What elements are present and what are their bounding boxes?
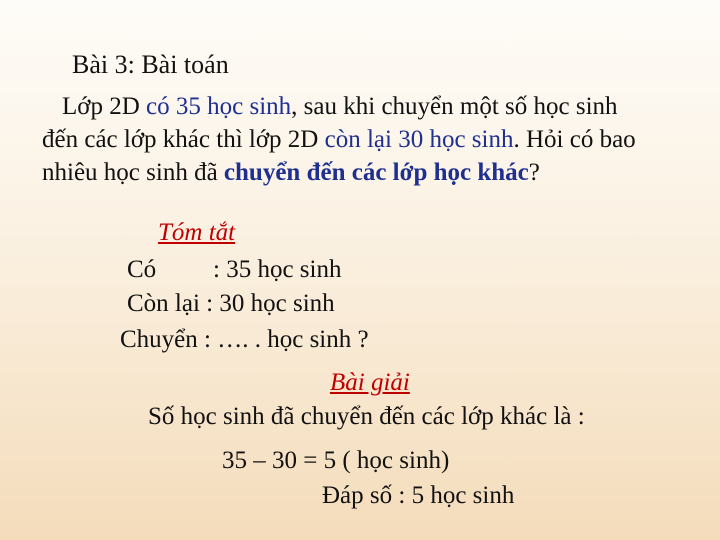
solution-line: Số học sinh đã chuyển đến các lớp khác là : xyxy=(148,403,585,430)
summary-heading: Tóm tắt xyxy=(158,219,236,246)
summary-label: Chuyển xyxy=(120,326,198,353)
problem-text: đến các lớp khác thì lớp 2D xyxy=(42,126,325,153)
problem-highlight-have: có 35 học sinh xyxy=(146,93,292,120)
problem-text: nhiêu học sinh đã xyxy=(42,159,224,186)
summary-value: : …. . học sinh ? xyxy=(197,326,369,353)
problem-text: . Hỏi có bao xyxy=(513,126,636,153)
problem-text: , sau khi chuyển một số học sinh xyxy=(291,93,618,120)
problem-text: Lớp 2D xyxy=(62,93,147,120)
summary-value: : 35 học sinh xyxy=(213,256,342,283)
summary-row-moved xyxy=(120,325,369,355)
problem-highlight-question: chuyển đến các lớp học khác xyxy=(223,159,529,186)
exercise-title: Bài 3: Bài toán xyxy=(72,50,229,79)
solution-answer: Đáp số : 5 học sinh xyxy=(322,482,515,509)
solution-calculation: 35 – 30 = 5 ( học sinh) xyxy=(222,447,450,474)
summary-label: Còn lại xyxy=(127,290,200,317)
summary-value: : 30 học sinh xyxy=(199,290,335,317)
summary-row-remaining xyxy=(127,289,335,319)
solution-heading: Bài giải xyxy=(330,369,410,396)
problem-highlight-remaining: còn lại 30 học sinh xyxy=(324,126,514,153)
summary-label: Có xyxy=(127,256,157,283)
summary-row-have xyxy=(127,255,341,285)
problem-text: ? xyxy=(528,159,540,186)
problem-statement xyxy=(42,90,712,189)
